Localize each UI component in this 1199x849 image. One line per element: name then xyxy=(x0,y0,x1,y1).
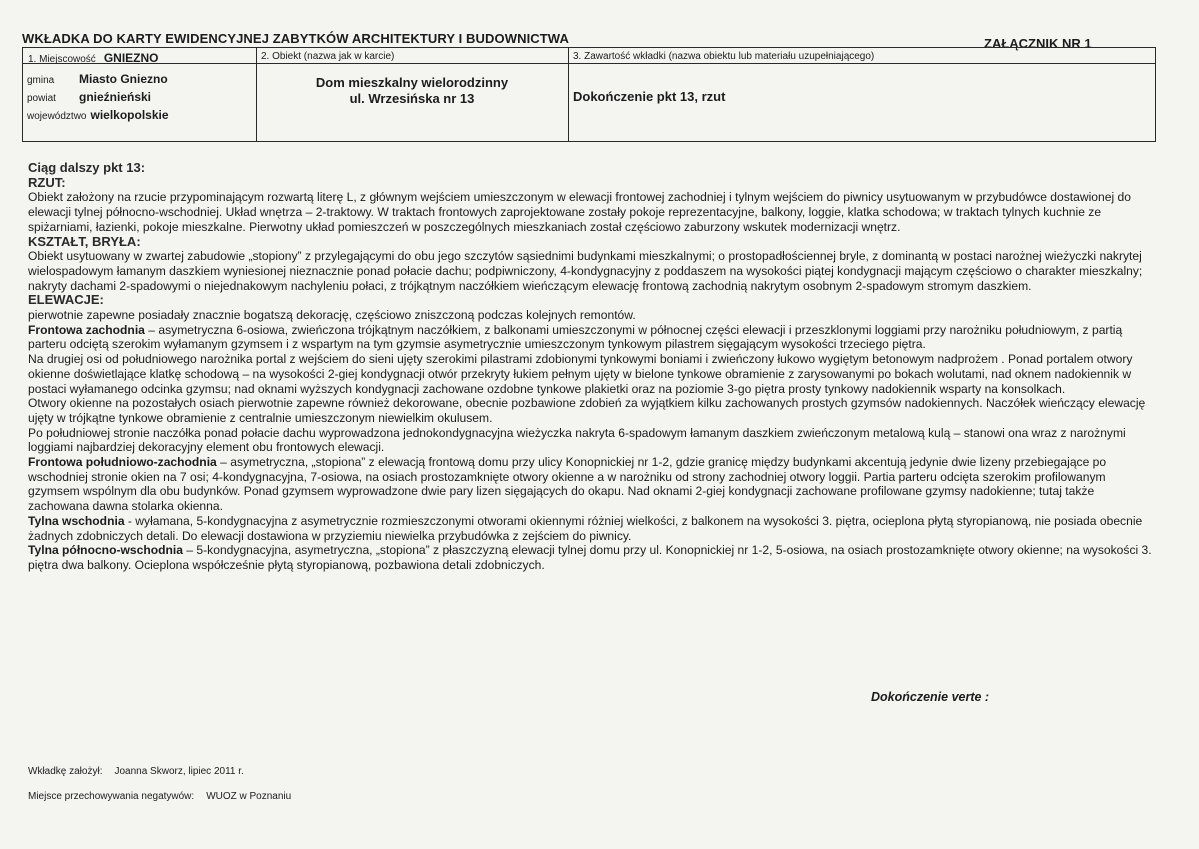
lead-frontowa-zachodnia: Frontowa zachodnia xyxy=(28,322,145,337)
paragraph-ksztalt: Obiekt usytuowany w zwartej zabudowie „stopiony” z przylegającymi do obu jego szczytów sąsiednimi budynkami mieszkalnymi; o prostopadłościennej bryle, z dominantą w postaci narożnej wieżyczki nakrytej wielospadowym łamanym daszkiem wyniesionej nieznacznie ponad połacie dachu; podpiwniczony, 4-kondygnacyjny z poddaszem na wysokości piątej kondygnacji mającym częściowo o charakter mieszkalny; nakryty dachami 2-spadowymi o niejednakowym nachyleniu połaci, z trójkątnym naczółkiem wieńczącym elewację frontową zachodnią nakrytym osobnym 2-spadowym stromym daszkiem. xyxy=(28,249,1143,293)
storage-value: WUOZ w Poznaniu xyxy=(206,791,292,802)
content-cell xyxy=(568,48,1155,141)
text-tylna-wschodnia: - wyłamana, 5-kondygnacyjna z asymetrycznie rozmieszczonymi otworami okiennymi różniej wielkości, z balkonem na wysokości 3. piętra, ocieplona płytą styropianową, nie posiada obecnie żadnych zdobniczych detali. Do elewacji dostawiona w przyziemiu niewielka przybudówka z zejściem do piwnicy. xyxy=(28,513,1143,543)
storage-line xyxy=(28,791,291,802)
object-name-line2: ul. Wrzesińska nr 13 xyxy=(349,91,475,106)
heading-rzut: RZUT: xyxy=(28,174,66,190)
wojewodztwo-label: województwo xyxy=(27,111,87,122)
annex-number: ZAŁĄCZNIK NR 1 xyxy=(984,36,1092,51)
divider xyxy=(256,63,568,64)
paragraph-frontowa-pld-zach xyxy=(28,455,1153,514)
content-label: 3. Zawartość wkładki (nazwa obiektu lub materiału uzupełniającego) xyxy=(573,51,875,62)
text-frontowa-pld-zach: – asymetryczna, „stopiona” z elewacją frontową domu przy ulicy Konopnickiej nr 1-2, gdzie granicę między budynkami akcentują jedynie dwie lizeny przebiegające po wschodniej stronie okien na 7 osi; 4-kondygnacyjna, 7-osiowa, na osiach prostozamknięte otwory okienne a w narożniku od strony zachodniej otwory loggii. Partia parteru odcięta szerokim profilowanym gzymsem wspólnym dla obu budynków. Ponad gzymsem wyprowadzone dwie pary lizen sięgających do okapu. Nad oknami 2-giej kondygnacji zachowane profilowane gzymsy nadokienne; tutaj także zachowana dawna stolarka okienna. xyxy=(28,455,1107,514)
paragraph-tylna-pln-wsch xyxy=(28,543,1153,572)
content-value: Dokończenie pkt 13, rzut xyxy=(573,89,726,104)
paragraph-rzut: Obiekt założony na rzucie przypominającym rozwartą literę L, z głównym wejściem umieszczonym w elewacji frontowej zachodniej i tylnym wejściem do piwnicy usytuowanym w przybudówce dostawionej do elewacji tylnej północno-wschodniej. Układ wnętrza – 2-traktowy. W traktach frontowych zaprojektowane zostały pokoje reprezentacyjne, balkony, loggie, klatka schodowa; w traktach tylnych kuchnie ze spiżarniami, łazienki, pokoje mieszkalne. Pierwotny układ pomieszczeń w poszczególnych mieszkaniach został częściowo zaburzony wskutek modernizacji wnętrz. xyxy=(28,190,1131,234)
paragraph-portal: Na drugiej osi od południowego narożnika portal z wejściem do sieni ujęty szerokimi pilastrami zdobionymi tynkowymi boniami i zwieńczony łukowo wygiętym betonowym nadprożem . Ponad portalem otwory okienne doświetlające klatkę schodową – na wysokości 2-giej kondygnacji otwór przekryty łukiem pełnym ujęty w bielone tynkowe obramienie z zarysowanymi po bokach wolutami, nad oknem nadokiennik w postaci wyłamanego odcinka gzymsu; nad oknami wyższych kondygnacji zachowane ozdobne tynkowe plakietki oraz na poziomie 3-go piętra prosty tynkowy nadokiennik wsparty na konsolkach. xyxy=(28,352,1133,396)
author-line xyxy=(28,766,244,777)
paragraph-elewacje-intro: pierwotnie zapewne posiadały znacznie bogatszą dekorację, częściowo zniszczoną podczas kolejnych remontów. xyxy=(28,308,636,323)
paragraph-otwory: Otwory okienne na pozostałych osiach pierwotnie zapewne również dekorowane, obecnie pozbawione zdobień za wyjątkiem kilku zachowanych prostych gzymsów nadokiennych. Naczółek wieńczący elewację ujęty w trójkątne tynkowe obramienie z centralnie umieszczonym niewielkim okulusem. xyxy=(28,396,1146,425)
verte-note: Dokończenie verte : xyxy=(871,690,990,704)
divider xyxy=(568,63,1155,64)
text-frontowa-zachodnia: – asymetryczna 6-osiowa, zwieńczona trójkątnym naczółkiem, z balkonami umieszczonymi w północnej części elewacji i przeszklonymi loggiami przy narożniku południowym, z partią parteru odciętą szerokim wyłamanym gzymsem i z wspartym na tym gzymsie asymetrycznie umieszczonym tynkowym pilastrem sięgającym wysokości trzeciego piętra. xyxy=(28,322,1123,352)
admin-units xyxy=(27,71,169,125)
powiat-label: powiat xyxy=(27,93,56,104)
gmina-value: Miasto Gniezno xyxy=(79,72,168,86)
powiat-value: gnieźnieński xyxy=(79,90,152,104)
author-label: Wkładkę założył: xyxy=(28,766,103,777)
paragraph-frontowa-zachodnia xyxy=(28,323,1153,352)
object-label: 2. Obiekt (nazwa jak w karcie) xyxy=(261,51,395,62)
gmina-label: gmina xyxy=(27,75,55,86)
lead-frontowa-pld-zach: Frontowa południowo-zachodnia xyxy=(28,455,217,470)
document-title: WKŁADKA DO KARTY EWIDENCYJNEJ ZABYTKÓW ARCHITEKTURY I BUDOWNICTWA xyxy=(22,31,569,46)
text-tylna-pln-wsch: – 5-kondygnacyjna, asymetryczna, „stopiona” z płaszczyzną elewacji tylnej domu przy ul. Konopnickiej nr 1-2, 5-osiowa, na osiach prostozamknięte otwory okienne; na wysokości 3. piętra dwa balkony. Ocieplona współcześnie płytą styropianową, pozbawiona detali zdobniczych. xyxy=(28,543,1152,572)
divider xyxy=(23,63,256,64)
storage-label: Miejsce przechowywania negatywów: xyxy=(28,791,195,802)
object-name xyxy=(256,75,568,107)
object-name-line1: Dom mieszkalny wielorodzinny xyxy=(315,75,509,90)
header-table xyxy=(22,47,1156,142)
lead-tylna-pln-wsch: Tylna północno-wschodnia xyxy=(28,543,183,558)
heading-ksztalt: KSZTAŁT, BRYŁA: xyxy=(28,233,141,249)
heading-elewacje: ELEWACJE: xyxy=(28,292,104,308)
locality-label: 1. Miejscowość xyxy=(28,54,96,65)
wojewodztwo-value: wielkopolskie xyxy=(90,108,169,122)
lead-tylna-wschodnia: Tylna wschodnia xyxy=(28,513,125,528)
paragraph-wiezyczka: Po południowej stronie naczółka ponad połacie dachu wyprowadzona jednokondygnacyjna wieżyczka nakryta 6-spadowym łamanym daszkiem zwieńczonym metalową kulą – stanowi ona wraz z narożnymi loggiami najbardziej dekoracyjny element obu frontowych elewacji. xyxy=(28,425,1126,455)
author-value: Joanna Skworz, lipiec 2011 r. xyxy=(114,766,244,777)
description-body xyxy=(28,161,1153,573)
object-cell xyxy=(256,48,569,141)
paragraph-tylna-wschodnia xyxy=(28,514,1153,543)
locality-cell xyxy=(23,48,257,141)
locality-value: GNIEZNO xyxy=(103,51,159,65)
heading-continuation: Ciąg dalszy pkt 13: xyxy=(28,160,146,175)
